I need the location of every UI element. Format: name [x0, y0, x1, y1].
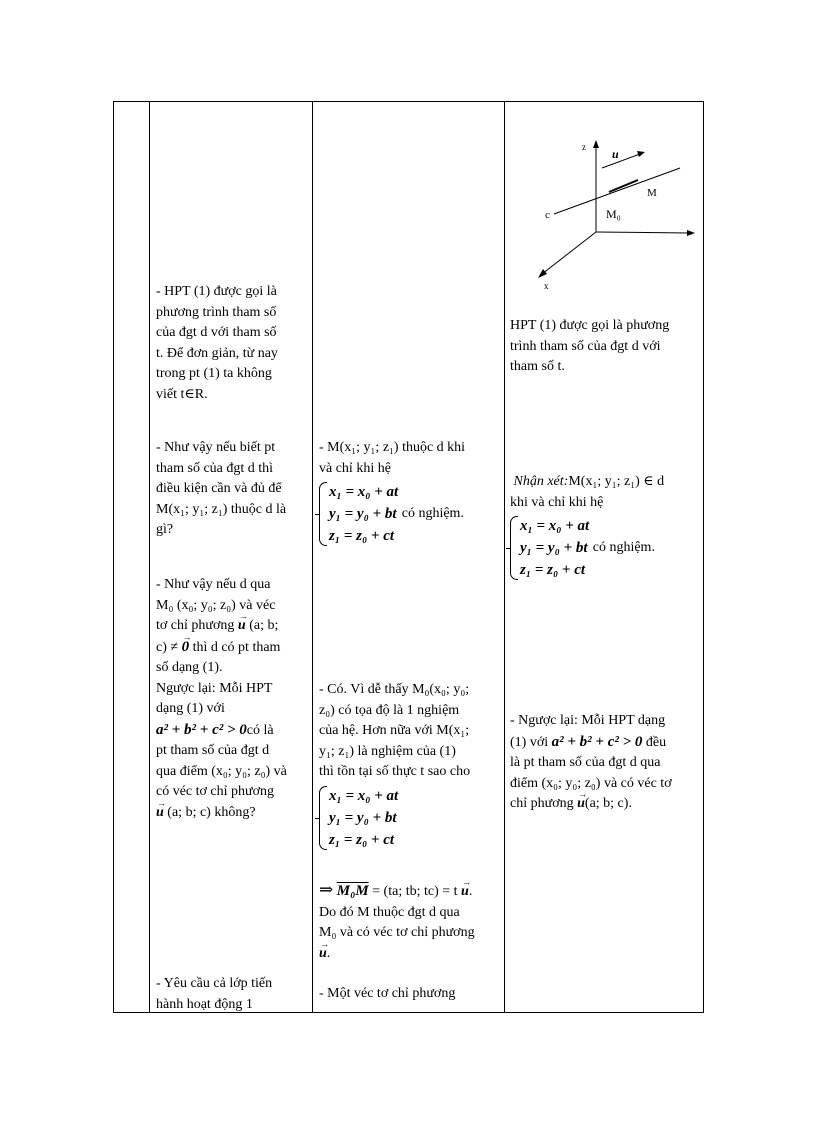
teacher-question-condition: - Như vậy nếu biết pt tham số của đgt d thì điều kiện cần và đủ để M(x₁; y₁; z₁) thuộc d là gì? [156, 440, 287, 537]
coordinate-figure [514, 132, 704, 302]
student-answer-converse: - Có. Vì dễ thấy M₀(x₀; y₀; z₀) có tọa độ là 1 nghiệm của hệ. Hơn nữa với M(x₁; y₁; z₁) là nghiệm của (1) thì tồn tại số thực t sao cho x₁ = x₀ + at y₁ = y₀ + bt z₁ = z₀ + ct [319, 680, 470, 851]
equation-system: x₁ = x₀ + at y₁ = y₀ + bt z₁ = z₀ + ct [319, 481, 398, 547]
u-label: u [612, 147, 619, 161]
condition-formula: a² + b² + c² > 0 [551, 733, 643, 750]
z-label: z [582, 142, 586, 152]
student-answer-condition: - M(x₁; y₁; z₁) thuộc d khi và chỉ khi hệ x₁ = x₀ + at y₁ = y₀ + bt z₁ = z₀ + ct có nghiệm. [319, 438, 465, 547]
zero-vector-symbol: → 0 [182, 637, 190, 658]
vector-u-symbol: → u [461, 882, 469, 903]
arrow-head-icon [687, 230, 695, 236]
equation-system: x₁ = x₀ + at y₁ = y₀ + bt z₁ = z₀ + ct [319, 785, 398, 851]
vector-u-symbol: → u [156, 803, 164, 824]
teacher-instruction-activity: - Yêu cầu cả lớp tiến hành hoạt động 1 [156, 976, 273, 1012]
student-vector-conclusion: ⇒ M₀M = (ta; tb; tc) = t → u. Do đó M thuộc đgt d qua M₀ và có véc tơ chỉ phương → u. [319, 880, 475, 964]
teacher-question-converse: - Như vậy nếu d qua M₀ (x₀; y₀; z₀) và véc tơ chỉ phương → u (a; b; c) ≠ → 0 thì d có pt tham số dạng (1). Ngược lại: Mỗi HPT dạng (1) với a² + b² + c² > 0có là pt tham số của đgt d qua điểm (x₀; y₀; z₀) và có véc tơ chỉ phương → u (a; b; c) không? [156, 575, 287, 823]
m-label: M [647, 187, 657, 199]
arrow-head-icon [593, 140, 599, 148]
teacher-note-parametric: - HPT (1) được gọi là phương trình tham số của đgt d với tham số t. Để đơn giản, từ nay trong pt (1) ta không viết t∈R. [156, 284, 278, 402]
vector-u-symbol: → u [577, 794, 585, 815]
m0-label: M₀ [606, 207, 621, 221]
equation-system: x₁ = x₀ + at y₁ = y₀ + bt z₁ = z₀ + ct [510, 515, 589, 581]
vector-u-symbol: → u [238, 616, 246, 637]
d-label: c [545, 209, 550, 221]
board-remark: Nhận xét:M(x₁; y₁; z₁) ∈ d khi và chỉ khi hệ x₁ = x₀ + at y₁ = y₀ + bt z₁ = z₀ + ct có nghiệm. [510, 472, 664, 581]
x-label: x [544, 281, 549, 291]
column-divider [504, 102, 505, 1012]
arrow-head-icon [637, 151, 645, 157]
board-converse: - Ngược lại: Mỗi HPT dạng (1) với a² + b² + c² > 0 đều là pt tham số của đgt d qua điểm (x₀; y₀; z₀) và có véc tơ chỉ phương → u(a; b; c). [510, 711, 672, 815]
arrow-head-icon [538, 269, 547, 278]
vector-u-arrow [602, 154, 640, 168]
vector-m0m: M₀M [336, 883, 369, 899]
vector-u-segment [609, 180, 638, 192]
y-axis [596, 232, 689, 233]
student-direction-vector: - Một véc tơ chỉ phương [319, 986, 456, 1001]
x-axis [542, 232, 596, 274]
condition-formula: a² + b² + c² > 0 [156, 721, 247, 738]
column-divider [149, 102, 150, 1012]
vector-u-symbol: → u [319, 944, 327, 965]
column-divider [312, 102, 313, 1012]
board-note-parametric: HPT (1) được gọi là phương trình tham số của đgt d với tham số t. [510, 318, 670, 374]
lesson-table [113, 101, 704, 1013]
